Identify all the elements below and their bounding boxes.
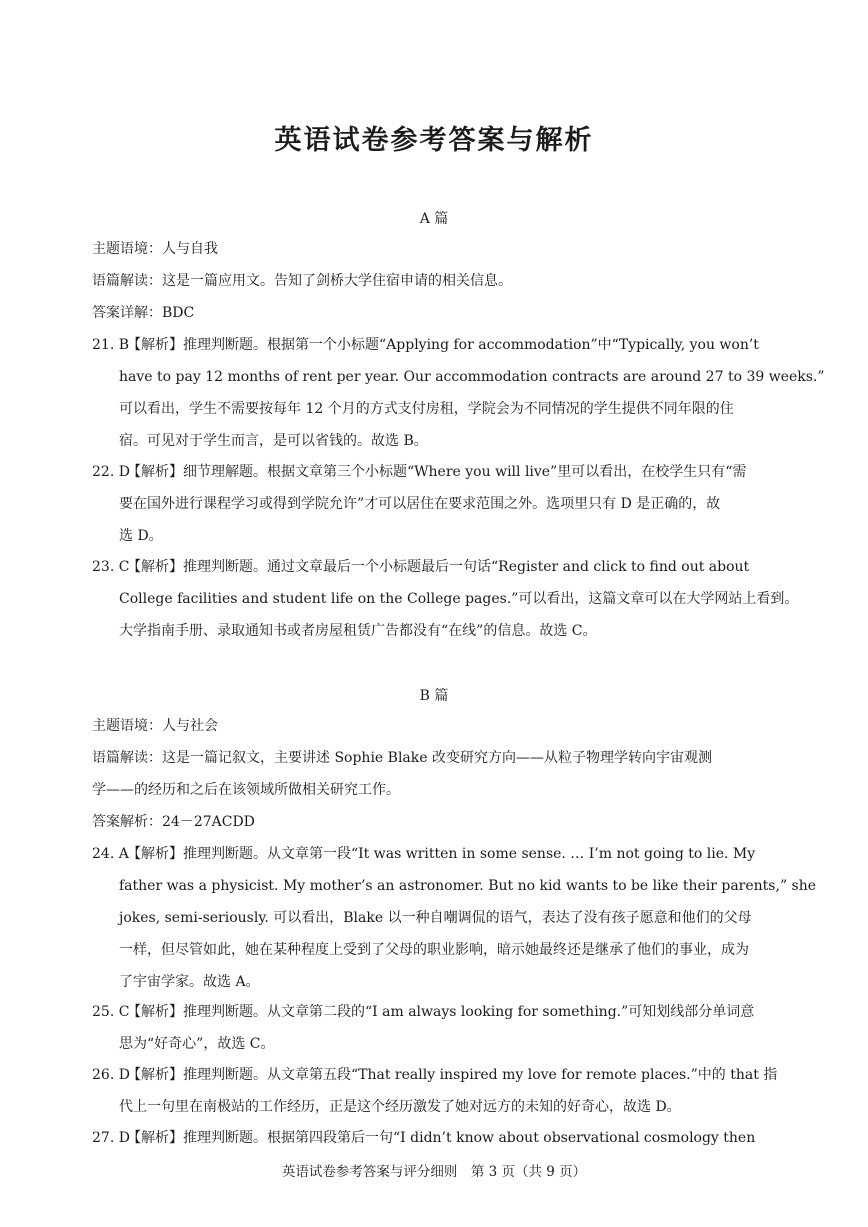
explanation-line: 可以看出，学生不需要按每年 12 个月的方式支付房租，学院会为不同情况的学生提供不同年限的住: [119, 401, 734, 417]
explanation-line: 思为“好奇心”，故选 C。: [119, 1036, 275, 1052]
explanation-line: College facilities and student life on the College pages.”可以看出，这篇文章可以在大学网站上看到。: [119, 591, 799, 607]
question-number: 22. D: [92, 464, 130, 480]
explanation-line: 【解析】推理判断题。从文章第五段“That really inspired my love for remote places.”中的 that 指: [127, 1067, 778, 1083]
question-number: 26. D: [92, 1067, 130, 1083]
section-a-answers: 答案详解：BDC: [92, 305, 195, 321]
section-b-reading-line-2: 学——的经历和之后在该领域所做相关研究工作。: [92, 782, 400, 798]
section-a-theme: 主题语境：人与自我: [92, 241, 218, 257]
question-number: 27. D: [92, 1130, 130, 1146]
explanation-line: 【解析】细节理解题。根据文章第三个小标题“Where you will live”里可以看出，在校学生只有“需: [127, 464, 747, 480]
page-footer: 英语试卷参考答案与评分细则 第 3 页（共 9 页）: [281, 1164, 587, 1180]
explanation-line: 【解析】推理判断题。根据第一个小标题“Applying for accommodation”中“Typically, you won’t: [127, 337, 759, 353]
question-27: [92, 1129, 776, 1161]
question-23: [92, 558, 799, 654]
question-21: [92, 336, 825, 464]
section-b-reading-line-1: 语篇解读：这是一篇记叙文，主要讲述 Sophie Blake 改变研究方向——从粒子物理学转向宇宙观测: [92, 750, 712, 766]
section-b-answers: 答案解析：24－27ACDD: [92, 814, 255, 830]
explanation-line: jokes, semi-seriously. 可以看出，Blake 以一种自嘲调侃的语气，表达了没有孩子愿意和他们的父母: [119, 910, 752, 926]
explanation-line: father was a physicist. My mother’s an astronomer. But no kid wants to be like their parents,” she: [119, 878, 817, 894]
question-24: [92, 845, 817, 1005]
explanation-line: 代上一句里在南极站的工作经历，正是这个经历激发了她对远方的未知的好奇心，故选 D。: [119, 1099, 681, 1115]
question-25: [92, 1003, 776, 1067]
section-a-heading: A 篇: [419, 211, 449, 227]
question-number: 24. A: [92, 846, 129, 862]
explanation-line: 了宇宙学家。故选 A。: [119, 974, 260, 990]
explanation-line: 【解析】推理判断题。从文章第二段的“I am always looking for something.”可知划线部分单词意: [127, 1004, 755, 1020]
explanation-line: 【解析】推理判断题。根据第四段第后一句“I didn’t know about observational cosmology then: [127, 1130, 756, 1146]
explanation-line: 【解析】推理判断题。从文章第一段“It was written in some sense. … I’m not going to lie. My: [127, 846, 756, 862]
explanation-line: have to pay 12 months of rent per year. Our accommodation contracts are around 27 to 39 weeks.”: [119, 369, 825, 385]
explanation-line: 要在国外进行课程学习或得到学院允许”才可以居住在要求范围之外。选项里只有 D 是正确的，故: [119, 496, 721, 512]
explanation-line: 选 D。: [119, 528, 163, 544]
question-26: [92, 1066, 776, 1130]
section-b-heading: B 篇: [419, 688, 449, 704]
question-22: [92, 463, 776, 559]
section-a-reading: 语篇解读：这是一篇应用文。告知了剑桥大学住宿申请的相关信息。: [92, 273, 512, 289]
section-b-theme: 主题语境：人与社会: [92, 718, 218, 734]
question-number: 25. C: [92, 1004, 130, 1020]
question-number: 23. C: [92, 559, 130, 575]
explanation-line: 大学指南手册、录取通知书或者房屋租赁广告都没有“在线”的信息。故选 C。: [119, 623, 597, 639]
explanation-line: 【解析】推理判断题。通过文章最后一个小标题最后一句话“Register and click to find out about: [127, 559, 750, 575]
explanation-line: 宿。可见对于学生而言，是可以省钱的。故选 B。: [119, 433, 428, 449]
page-title: 英语试卷参考答案与解析: [274, 125, 594, 156]
question-number: 21. B: [92, 337, 130, 353]
explanation-line: 一样，但尽管如此，她在某种程度上受到了父母的职业影响，暗示她最终还是继承了他们的事业，成为: [119, 942, 749, 958]
